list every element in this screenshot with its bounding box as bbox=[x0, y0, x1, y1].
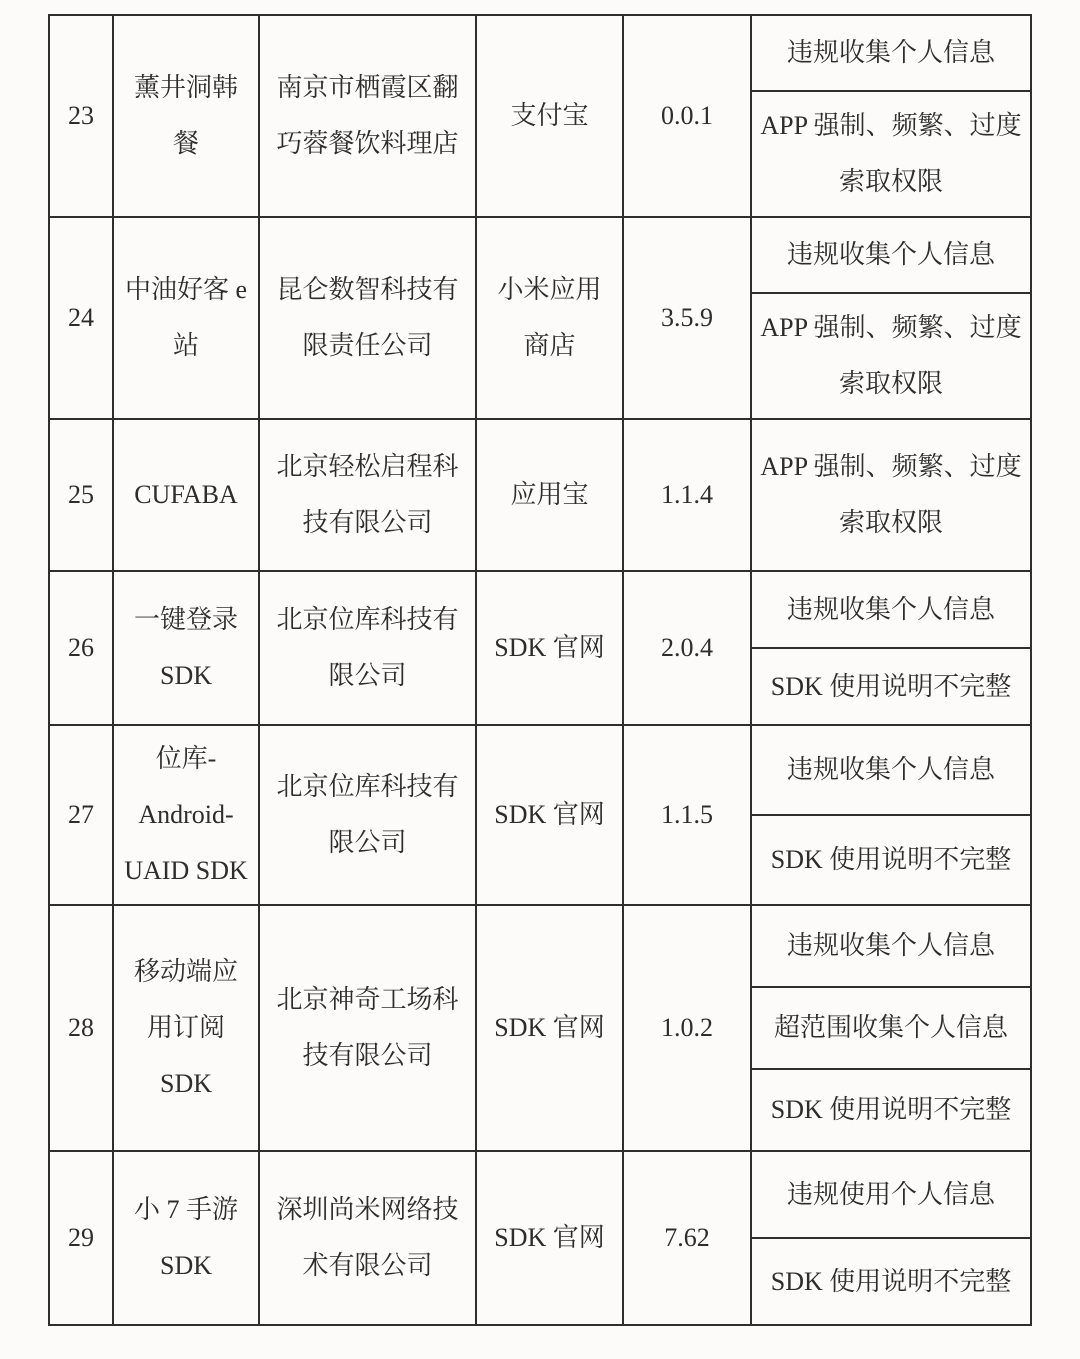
version-cell: 1.0.2 bbox=[624, 906, 752, 1150]
issue-item: 违规使用个人信息 bbox=[786, 1179, 995, 1209]
table-row bbox=[50, 216, 1030, 418]
issue-item: 违规收集个人信息 bbox=[786, 931, 995, 960]
app-name-cell: CUFABA bbox=[114, 420, 260, 570]
row-number-cell: 28 bbox=[50, 906, 114, 1150]
issue-item: 违规收集个人信息 bbox=[786, 240, 995, 269]
issues-cell bbox=[752, 16, 1030, 216]
developer-cell: 深圳尚米网络技术有限公司 bbox=[260, 1152, 477, 1324]
issue-item: APP 强制、频繁、过度索取权限 bbox=[752, 292, 1030, 418]
row-number-cell: 23 bbox=[50, 16, 114, 216]
source-cell: SDK 官网 bbox=[477, 1152, 624, 1324]
issue-item: 违规收集个人信息 bbox=[786, 38, 995, 67]
table-row bbox=[50, 16, 1030, 216]
issues-cell bbox=[752, 218, 1030, 418]
issue-item: 违规收集个人信息 bbox=[786, 594, 995, 624]
issue-item: 超范围收集个人信息 bbox=[752, 986, 1030, 1068]
issues-cell bbox=[752, 420, 1030, 570]
version-cell: 1.1.4 bbox=[624, 420, 752, 570]
app-name-cell: 小 7 手游 SDK bbox=[114, 1152, 260, 1324]
issue-item: SDK 使用说明不完整 bbox=[752, 1237, 1030, 1324]
row-number-cell: 27 bbox=[50, 726, 114, 904]
version-cell: 2.0.4 bbox=[624, 572, 752, 724]
table-row bbox=[50, 418, 1030, 570]
table-row bbox=[50, 1150, 1030, 1324]
app-name-cell: 一键登录 SDK bbox=[114, 572, 260, 724]
row-number-cell: 25 bbox=[50, 420, 114, 570]
source-cell: SDK 官网 bbox=[477, 572, 624, 724]
issues-cell bbox=[752, 1152, 1030, 1324]
version-cell: 3.5.9 bbox=[624, 218, 752, 418]
developer-cell: 北京神奇工场科技有限公司 bbox=[260, 906, 477, 1150]
issue-item: SDK 使用说明不完整 bbox=[752, 1068, 1030, 1150]
issue-item: 违规收集个人信息 bbox=[786, 755, 995, 784]
app-name-cell: 移动端应用订阅 SDK bbox=[114, 906, 260, 1150]
app-name-cell: 薰井洞韩餐 bbox=[114, 16, 260, 216]
row-number-cell: 29 bbox=[50, 1152, 114, 1324]
row-number-cell: 24 bbox=[50, 218, 114, 418]
source-cell: SDK 官网 bbox=[477, 906, 624, 1150]
table-row bbox=[50, 724, 1030, 904]
violations-table bbox=[48, 14, 1032, 1326]
developer-cell: 北京位库科技有限公司 bbox=[260, 726, 477, 904]
developer-cell: 北京位库科技有限公司 bbox=[260, 572, 477, 724]
source-cell: 支付宝 bbox=[477, 16, 624, 216]
issue-item: SDK 使用说明不完整 bbox=[752, 647, 1030, 724]
table-row bbox=[50, 570, 1030, 724]
version-cell: 1.1.5 bbox=[624, 726, 752, 904]
issue-item: APP 强制、频繁、过度索取权限 bbox=[752, 90, 1030, 216]
version-cell: 0.0.1 bbox=[624, 16, 752, 216]
issue-item: SDK 使用说明不完整 bbox=[752, 814, 1030, 904]
source-cell: 小米应用商店 bbox=[477, 218, 624, 418]
table-row bbox=[50, 904, 1030, 1150]
developer-cell: 昆仑数智科技有限责任公司 bbox=[260, 218, 477, 418]
issues-cell bbox=[752, 906, 1030, 1150]
app-name-cell: 位库-Android-UAID SDK bbox=[114, 726, 260, 904]
source-cell: SDK 官网 bbox=[477, 726, 624, 904]
source-cell: 应用宝 bbox=[477, 420, 624, 570]
version-cell: 7.62 bbox=[624, 1152, 752, 1324]
issue-item: APP 强制、频繁、过度索取权限 bbox=[760, 452, 1022, 537]
developer-cell: 南京市栖霞区翻巧蓉餐饮料理店 bbox=[260, 16, 477, 216]
app-name-cell: 中油好客 e 站 bbox=[114, 218, 260, 418]
issues-cell bbox=[752, 726, 1030, 904]
row-number-cell: 26 bbox=[50, 572, 114, 724]
issues-cell bbox=[752, 572, 1030, 724]
developer-cell: 北京轻松启程科技有限公司 bbox=[260, 420, 477, 570]
